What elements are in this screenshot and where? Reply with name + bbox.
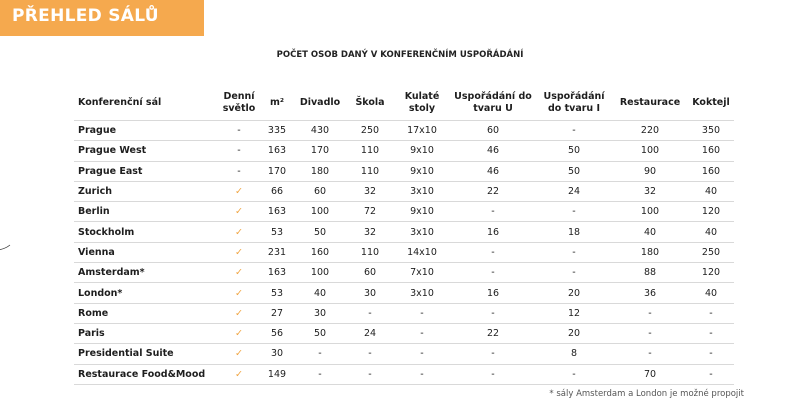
- table-cell: 27: [260, 303, 294, 323]
- table-cell: 3x10: [394, 181, 450, 201]
- table-cell: 170: [260, 161, 294, 181]
- table-cell: 100: [294, 263, 346, 283]
- col-header-round-tables: Kulaté stoly: [404, 91, 440, 114]
- halls-table: [74, 88, 734, 385]
- table-cell: 14x10: [394, 242, 450, 262]
- table-cell: 32: [346, 222, 394, 242]
- table-cell: -: [536, 202, 612, 222]
- table-cell: -: [612, 344, 688, 364]
- table-row: [74, 161, 734, 181]
- hall-name-cell: Prague East: [74, 161, 218, 181]
- table-cell: -: [450, 242, 536, 262]
- table-row: [74, 344, 734, 364]
- daylight-check-icon: ✓: [218, 202, 260, 222]
- hall-name-cell: Restaurace Food&Mood: [74, 364, 218, 384]
- daylight-cell: -: [218, 161, 260, 181]
- hall-name-cell: London*: [74, 283, 218, 303]
- table-cell: 60: [450, 121, 536, 141]
- hall-name-cell: Amsterdam*: [74, 263, 218, 283]
- table-cell: -: [294, 344, 346, 364]
- table-cell: 72: [346, 202, 394, 222]
- table-cell: 100: [612, 202, 688, 222]
- table-cell: 16: [450, 283, 536, 303]
- table-cell: 40: [294, 283, 346, 303]
- footnote: * sály Amsterdam a London je možné propojit: [549, 389, 744, 399]
- table-cell: -: [450, 344, 536, 364]
- daylight-check-icon: ✓: [218, 263, 260, 283]
- table-cell: 40: [688, 222, 734, 242]
- table-cell: 180: [612, 242, 688, 262]
- table-cell: -: [688, 364, 734, 384]
- table-cell: -: [346, 303, 394, 323]
- hall-name-cell: Stockholm: [74, 222, 218, 242]
- table-cell: 335: [260, 121, 294, 141]
- table-cell: 9x10: [394, 141, 450, 161]
- col-header-hall: Konferenční sál: [78, 97, 162, 108]
- table-cell: 40: [612, 222, 688, 242]
- page-title: PŘEHLED SÁLŮ: [12, 6, 159, 26]
- daylight-check-icon: ✓: [218, 283, 260, 303]
- table-row: [74, 263, 734, 283]
- table-cell: -: [450, 364, 536, 384]
- table-cell: 100: [612, 141, 688, 161]
- table-cell: -: [450, 202, 536, 222]
- table-row: [74, 121, 734, 141]
- table-cell: 50: [536, 141, 612, 161]
- table-cell: 120: [688, 263, 734, 283]
- table-cell: 70: [612, 364, 688, 384]
- table-cell: -: [346, 364, 394, 384]
- table-cell: -: [394, 303, 450, 323]
- table-cell: 110: [346, 161, 394, 181]
- table-cell: 160: [688, 161, 734, 181]
- table-cell: 24: [346, 323, 394, 343]
- hall-name-cell: Paris: [74, 323, 218, 343]
- table-row: [74, 364, 734, 384]
- table-cell: 163: [260, 263, 294, 283]
- table-cell: 22: [450, 181, 536, 201]
- col-header-daylight: Denní světlo: [222, 91, 256, 114]
- table-cell: 149: [260, 364, 294, 384]
- decorative-line: [0, 244, 12, 252]
- col-header-school: Škola: [355, 97, 385, 108]
- table-cell: 231: [260, 242, 294, 262]
- table-cell: 30: [260, 344, 294, 364]
- table-cell: 16: [450, 222, 536, 242]
- daylight-check-icon: ✓: [218, 364, 260, 384]
- table-row: [74, 323, 734, 343]
- table-cell: 30: [346, 283, 394, 303]
- table-cell: 8: [536, 344, 612, 364]
- hall-name-cell: Prague: [74, 121, 218, 141]
- table-cell: 20: [536, 283, 612, 303]
- table-cell: 3x10: [394, 222, 450, 242]
- table-cell: -: [450, 303, 536, 323]
- table-row: [74, 222, 734, 242]
- table-cell: 430: [294, 121, 346, 141]
- table-cell: -: [394, 323, 450, 343]
- col-header-i-shape: Uspořádání do tvaru I: [543, 91, 605, 114]
- hall-name-cell: Vienna: [74, 242, 218, 262]
- daylight-check-icon: ✓: [218, 242, 260, 262]
- table-cell: 160: [688, 141, 734, 161]
- table-cell: 53: [260, 283, 294, 303]
- table-cell: -: [688, 344, 734, 364]
- table-cell: 32: [346, 181, 394, 201]
- hall-name-cell: Rome: [74, 303, 218, 323]
- col-header-theatre: Divadlo: [299, 97, 341, 108]
- table-row: [74, 283, 734, 303]
- table-cell: 110: [346, 141, 394, 161]
- table-cell: 50: [294, 222, 346, 242]
- col-header-cocktail: Koktejl: [692, 97, 730, 108]
- table-cell: 20: [536, 323, 612, 343]
- table-cell: 50: [294, 323, 346, 343]
- table-cell: -: [536, 242, 612, 262]
- daylight-check-icon: ✓: [218, 323, 260, 343]
- table-cell: 250: [346, 121, 394, 141]
- table-row: [74, 141, 734, 161]
- table-cell: 12: [536, 303, 612, 323]
- daylight-check-icon: ✓: [218, 181, 260, 201]
- table-cell: -: [450, 263, 536, 283]
- table-cell: 3x10: [394, 283, 450, 303]
- table-cell: 40: [688, 283, 734, 303]
- hall-name-cell: Zurich: [74, 181, 218, 201]
- table-cell: -: [688, 303, 734, 323]
- table-cell: 32: [612, 181, 688, 201]
- table-cell: 163: [260, 141, 294, 161]
- hall-name-cell: Berlin: [74, 202, 218, 222]
- table-cell: 7x10: [394, 263, 450, 283]
- table-subtitle: POČET OSOB DANÝ V KONFERENČNÍM USPOŘÁDÁNÍ: [276, 50, 524, 60]
- table-cell: 170: [294, 141, 346, 161]
- table-cell: 56: [260, 323, 294, 343]
- table-cell: 22: [450, 323, 536, 343]
- table-cell: 220: [612, 121, 688, 141]
- daylight-cell: -: [218, 141, 260, 161]
- table-cell: -: [612, 323, 688, 343]
- table-cell: 100: [294, 202, 346, 222]
- table-row: [74, 181, 734, 201]
- daylight-check-icon: ✓: [218, 344, 260, 364]
- table-row: [74, 202, 734, 222]
- table-cell: 60: [294, 181, 346, 201]
- table-cell: 40: [688, 181, 734, 201]
- table-cell: 163: [260, 202, 294, 222]
- table-cell: -: [536, 364, 612, 384]
- table-cell: 36: [612, 283, 688, 303]
- table-cell: 50: [536, 161, 612, 181]
- table-cell: 350: [688, 121, 734, 141]
- table-cell: 60: [346, 263, 394, 283]
- col-header-area: m²: [269, 97, 285, 108]
- table-cell: 46: [450, 161, 536, 181]
- daylight-check-icon: ✓: [218, 222, 260, 242]
- table-cell: 120: [688, 202, 734, 222]
- col-header-u-shape: Uspořádání do tvaru U: [454, 91, 532, 114]
- table-cell: 66: [260, 181, 294, 201]
- table-cell: 9x10: [394, 161, 450, 181]
- table-cell: -: [394, 344, 450, 364]
- daylight-check-icon: ✓: [218, 303, 260, 323]
- col-header-restaurant: Restaurace: [619, 97, 681, 108]
- table-header-row: [74, 88, 734, 121]
- table-cell: 30: [294, 303, 346, 323]
- hall-name-cell: Prague West: [74, 141, 218, 161]
- table-cell: 9x10: [394, 202, 450, 222]
- hall-name-cell: Presidential Suite: [74, 344, 218, 364]
- table-cell: -: [536, 263, 612, 283]
- table-cell: 18: [536, 222, 612, 242]
- table-cell: -: [688, 323, 734, 343]
- table-row: [74, 242, 734, 262]
- table-cell: 110: [346, 242, 394, 262]
- table-cell: -: [294, 364, 346, 384]
- title-banner: [0, 0, 204, 36]
- table-cell: 90: [612, 161, 688, 181]
- table-cell: -: [536, 121, 612, 141]
- table-cell: -: [394, 364, 450, 384]
- table-cell: 180: [294, 161, 346, 181]
- table-cell: 17x10: [394, 121, 450, 141]
- table-cell: 250: [688, 242, 734, 262]
- daylight-cell: -: [218, 121, 260, 141]
- table-cell: 160: [294, 242, 346, 262]
- table-row: [74, 303, 734, 323]
- table-cell: 24: [536, 181, 612, 201]
- table-cell: 53: [260, 222, 294, 242]
- table-cell: 88: [612, 263, 688, 283]
- table-cell: -: [612, 303, 688, 323]
- table-cell: 46: [450, 141, 536, 161]
- table-cell: -: [346, 344, 394, 364]
